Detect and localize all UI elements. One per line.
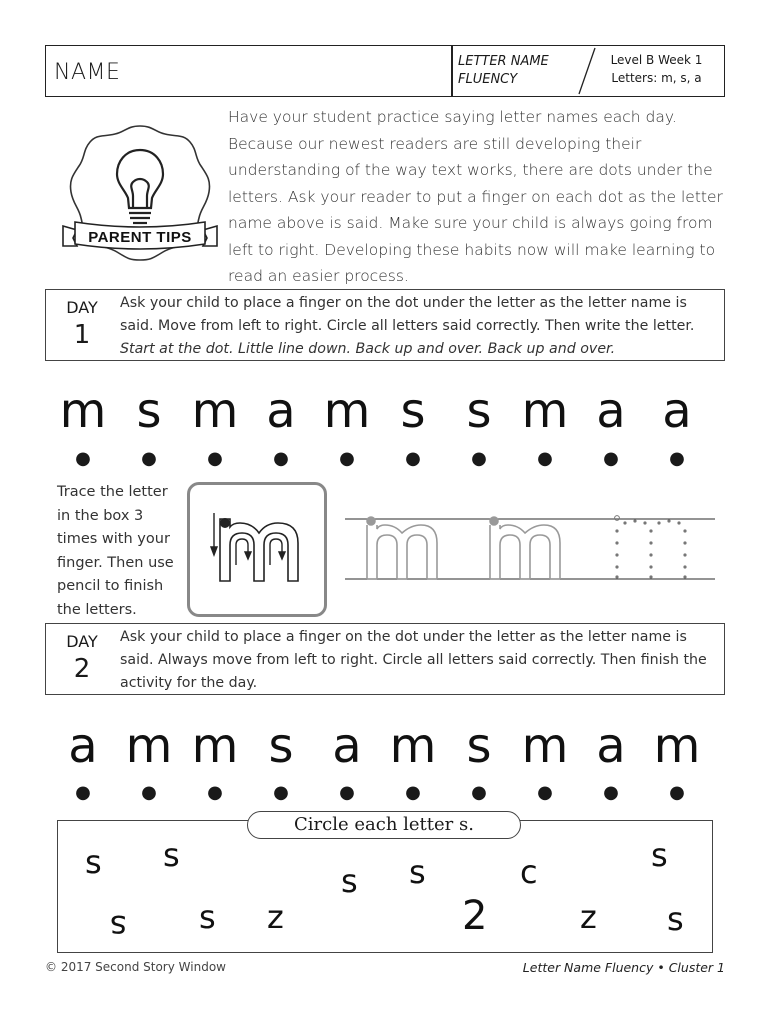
day-1-label: DAY [66,298,98,317]
finger-dot: ● [141,448,157,469]
day-2-letter: a [68,718,98,774]
header-divider [451,46,453,96]
finger-dot: ● [603,782,619,803]
day-2-letter: m [521,718,569,774]
day-2-letter: a [596,718,626,774]
day-1-letter: a [662,383,692,439]
day-1-letter: s [136,383,162,439]
day-2-letter-row [50,718,720,788]
day-2-letter: s [466,718,492,774]
level-line-2: Letters: m, s, a [611,71,702,85]
finger-dot: ● [207,448,223,469]
day-2-letter: a [332,718,362,774]
day-2-label: DAY [66,632,98,651]
finger-dot: ● [339,448,355,469]
day-1-italic: Start at the dot. Little line down. Back up and over. Back up and over. [120,341,616,357]
day-1-instructions [120,292,720,361]
fluency-line-1: LETTER NAME [458,54,549,69]
day-1-letter: m [323,383,371,439]
circle-activity-box [57,820,713,953]
finger-dot: ● [669,782,685,803]
circle-letter-flipped[interactable]: s [110,908,127,946]
finger-dot: ● [273,448,289,469]
handwriting-lines [345,505,715,595]
day-1-letter: m [521,383,569,439]
series-title: Letter Name Fluency • Cluster 1 [522,960,725,975]
header-box [45,45,725,97]
trace-instructions: Trace the letter in the box 3 times with your finger. Then use pencil to finish the letters. [57,484,174,618]
day-2-letter: m [191,718,239,774]
level-info [594,51,719,87]
finger-dot: ● [339,782,355,803]
lightbulb-icon [117,150,163,223]
day-2-box [45,623,725,695]
circle-letter[interactable]: z [580,898,597,936]
day-1-number: 1 [73,320,91,350]
circle-letter[interactable]: s [85,843,102,881]
name-label: NAME [54,60,121,85]
header-slash [561,46,597,96]
finger-dot: ● [471,448,487,469]
practice-letter-m-2 [490,517,560,579]
day-2-letter: m [389,718,437,774]
circle-activity-title: Circle each letter s. [247,811,521,839]
finger-dot: ● [75,782,91,803]
fluency-title [458,53,549,89]
parent-tips-text: Have your student practice saying letter names each day. Because our newest readers are still developing their understanding of the way text works, there are dots under the letters. Ask your reader to put a finger on each dot as the letter name above is said. Make sure your child is always going from left to right. Developing these habits now will make learning to read an easier process. [228,108,723,285]
parent-tips-badge [55,118,225,268]
finger-dot: ● [75,448,91,469]
day-1-letter: a [596,383,626,439]
finger-dot: ● [603,448,619,469]
trace-letter-m-outline [190,485,323,613]
day-1-letter: s [466,383,492,439]
day-1-letter-row [50,383,720,453]
finger-dot: ● [537,448,553,469]
circle-letter[interactable]: 2 [462,893,488,939]
day-2-letter: s [268,718,294,774]
practice-letter-m-1 [367,517,437,579]
day-2-letter: m [125,718,173,774]
day-1-box [45,289,725,361]
day-2-dot-row [50,784,720,804]
circle-letter[interactable]: c [520,853,538,891]
finger-dot: ● [207,782,223,803]
circle-letter[interactable]: s [163,836,180,874]
finger-dot: ● [405,448,421,469]
finger-dot: ● [537,782,553,803]
day-1-text: Ask your child to place a finger on the dot under the letter as the letter name is said. Move from left to right. Circle all letters said correctly. Then write the letter. [120,295,695,334]
finger-dot: ● [405,782,421,803]
finger-dot: ● [141,782,157,803]
circle-letter[interactable]: s [199,898,216,936]
day-2-letter: m [653,718,701,774]
circle-letter[interactable]: s [409,853,426,891]
day-2-number: 2 [73,654,91,684]
trace-letter-box[interactable] [187,482,327,617]
day-1-letter: m [59,383,107,439]
badge-text: PARENT TIPS [88,229,192,246]
finger-dot: ● [669,448,685,469]
circle-letter[interactable]: s [341,862,358,900]
level-line-1: Level B Week 1 [610,53,703,67]
day-1-letter: m [191,383,239,439]
finger-dot: ● [273,782,289,803]
circle-letter[interactable]: z [267,898,284,936]
circle-letter[interactable]: s [651,836,668,874]
circle-letter[interactable]: s [667,900,684,938]
copyright: © 2017 Second Story Window [45,960,226,974]
day-1-letter: a [266,383,296,439]
day-1-letter: s [400,383,426,439]
practice-letter-m-dotted [615,516,687,579]
finger-dot: ● [471,782,487,803]
day-2-instructions: Ask your child to place a finger on the dot under the letter as the letter name is said. Always move from left to right. Circle all letters said correctly. Then finish the activity for the day. [120,629,707,691]
day-1-dot-row [50,450,720,470]
fluency-line-2: FLUENCY [458,72,518,87]
